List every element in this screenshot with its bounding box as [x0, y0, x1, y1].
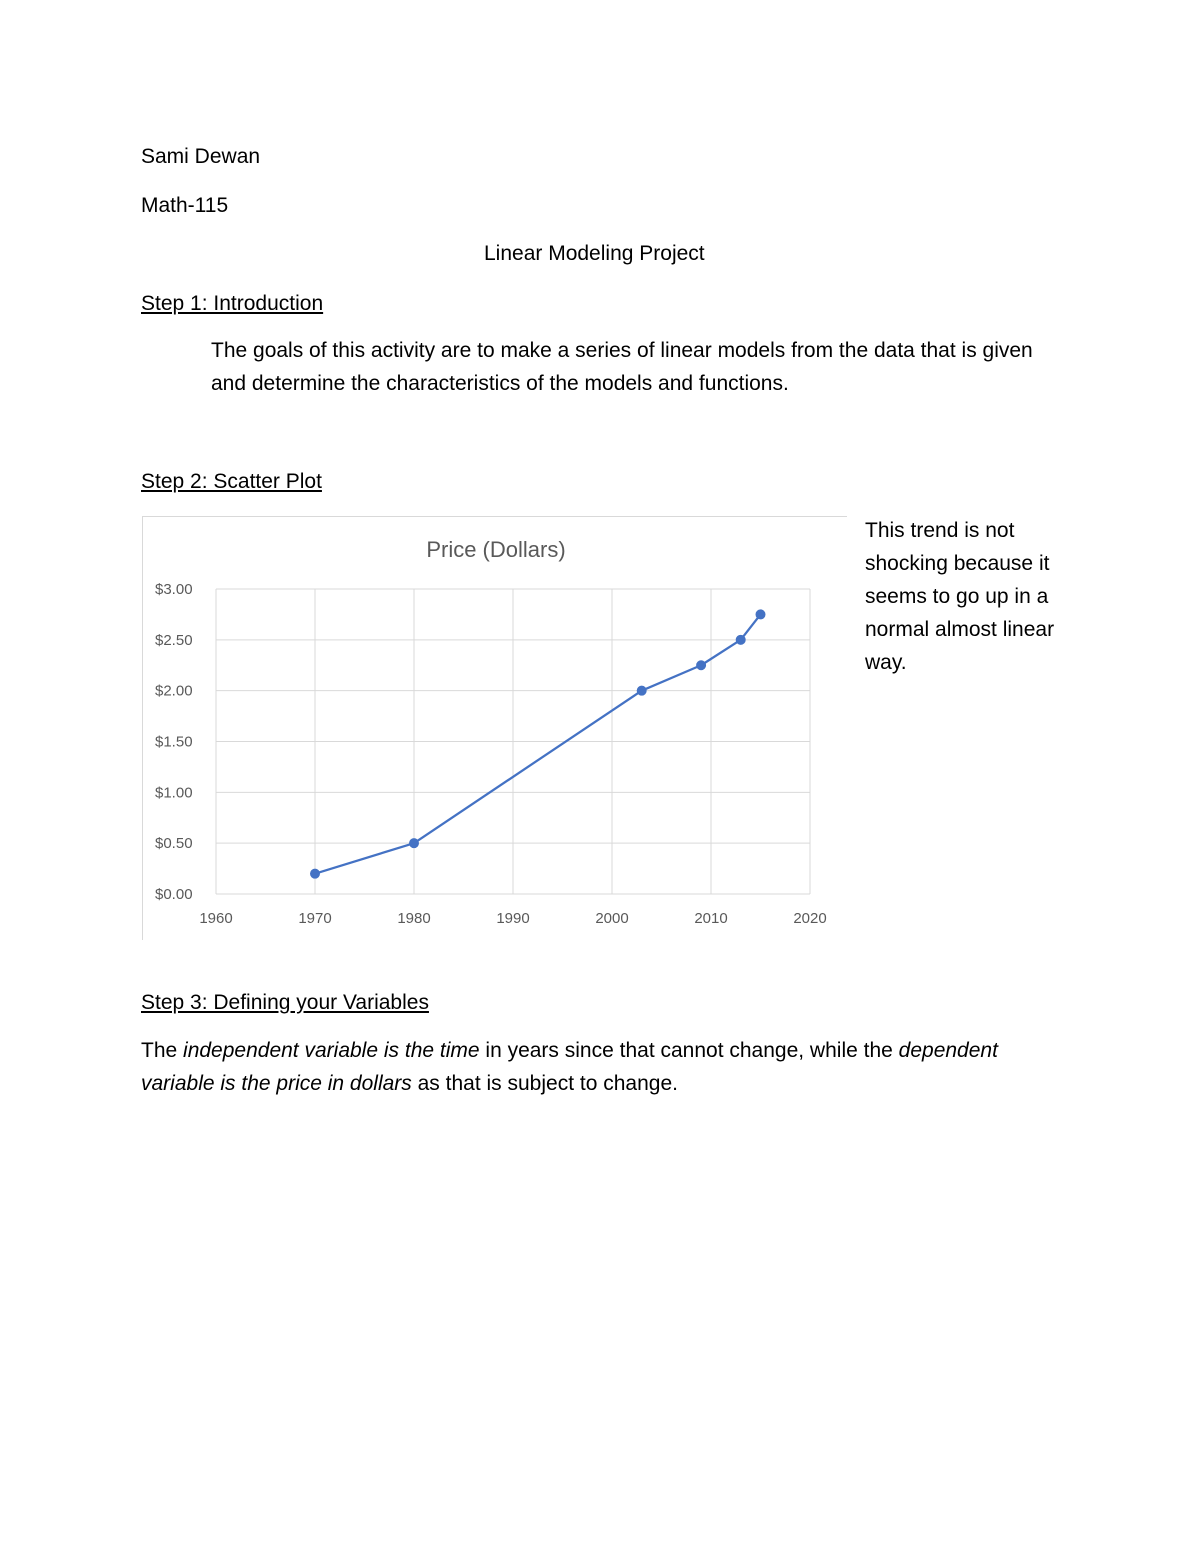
y-tick-label: $2.00 — [155, 682, 193, 700]
x-tick-label: 2020 — [793, 910, 827, 927]
x-tick-label: 1980 — [397, 910, 431, 927]
step3-paragraph — [141, 1034, 1041, 1100]
step3-text-1: The — [141, 1039, 184, 1062]
author-name: Sami Dewan — [141, 145, 261, 168]
step3-independent-variable: independent variable is the time — [183, 1039, 480, 1062]
data-point — [697, 661, 706, 670]
price-chart — [142, 516, 847, 940]
step3-dependent-variable: dependent variable is the price in dollars — [141, 1039, 998, 1095]
step1-paragraph — [141, 334, 1061, 400]
step1-heading: Step 1: Introduction — [141, 292, 324, 315]
course-name: Math-115 — [141, 194, 229, 217]
x-tick-label: 1990 — [496, 910, 530, 927]
x-tick-label: 2000 — [595, 910, 629, 927]
x-tick-label: 2010 — [694, 910, 728, 927]
series-line — [315, 614, 761, 873]
step3-text-3: as that is subject to change. — [411, 1072, 678, 1095]
data-point — [637, 686, 646, 695]
data-point — [410, 839, 419, 848]
y-tick-label: $2.50 — [155, 631, 193, 649]
price-chart-svg — [143, 517, 848, 941]
data-point — [756, 610, 765, 619]
trend-note: This trend is not shocking because it seems to go up in a normal almost linear way. — [865, 519, 1055, 674]
x-tick-label: 1960 — [199, 910, 233, 927]
step1-text: The goals of this activity are to make a series of linear models from the data that is given and determine the characteristics of the models and functions. — [211, 339, 1033, 395]
data-point — [311, 869, 320, 878]
step3-heading: Step 3: Defining your Variables — [141, 991, 429, 1014]
x-tick-label: 1970 — [298, 910, 332, 927]
data-point — [736, 635, 745, 644]
y-tick-label: $3.00 — [155, 581, 193, 598]
step3-text-2: in years since that cannot change, while the — [479, 1039, 899, 1062]
chart-title: Price (Dollars) — [426, 537, 566, 562]
y-tick-label: $1.50 — [155, 733, 193, 751]
document-title: Linear Modeling Project — [484, 242, 705, 265]
y-tick-label: $1.00 — [155, 784, 193, 802]
y-tick-label: $0.00 — [155, 886, 193, 903]
y-tick-label: $0.50 — [155, 835, 193, 853]
step2-heading: Step 2: Scatter Plot — [141, 470, 322, 493]
